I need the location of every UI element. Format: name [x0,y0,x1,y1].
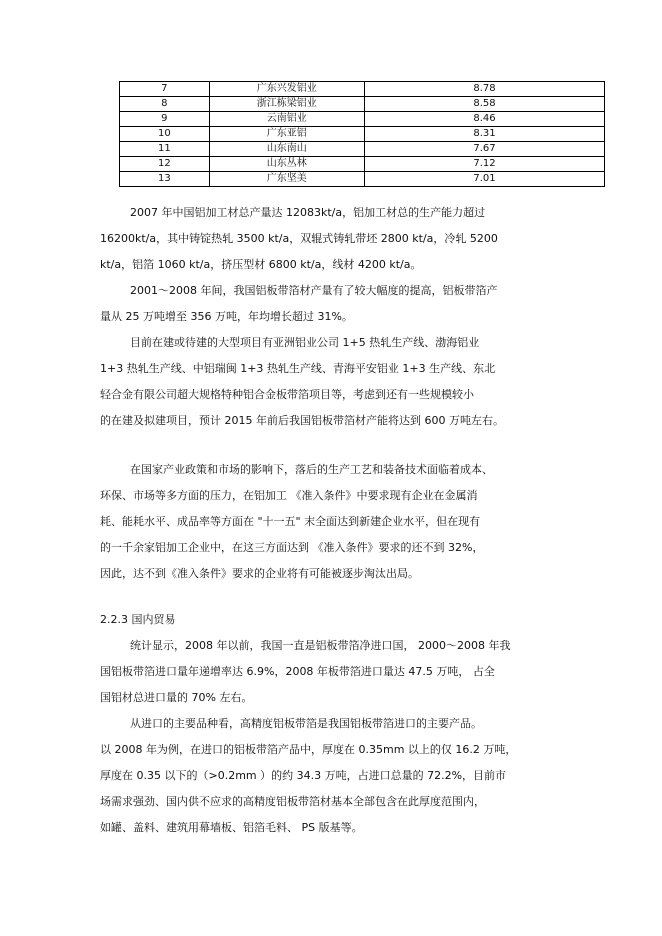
value-cell: 8.58 [364,97,604,112]
rank-cell: 13 [120,172,210,187]
value-cell: 8.31 [364,127,604,142]
paragraph-line: 1+3 热轧生产线、中铝瑞闽 1+3 热轧生产线、青海平安铝业 1+3 生产线、东北 [100,362,496,375]
paragraph-line: 从进口的主要品种看，高精度铝板带箔是我国铝板带箔进口的主要产品。 [130,717,482,730]
company-cell: 广东坚美 [209,172,364,187]
paragraph-line: 的在建及拟建项目，预计 2015 年前后我国铝板带箔材产能将达到 600 万吨左右。 [100,414,504,427]
table-row [120,97,605,112]
paragraph-line: 环保、市场等多方面的压力，在铝加工 《准入条件》中要求现有企业在金属消 [100,489,478,502]
table-row [120,82,605,97]
value-cell: 7.12 [364,157,604,172]
ranking-table [119,81,605,187]
value-cell: 7.01 [364,172,604,187]
rank-cell: 10 [120,127,210,142]
paragraph-line: 耗、能耗水平、成品率等方面在 "十一五" 末全面达到新建企业水平，但在现有 [100,515,481,528]
rank-cell: 12 [120,157,210,172]
paragraph-line: 国铝材总进口量的 70% 左右。 [100,691,253,704]
value-cell: 7.67 [364,142,604,157]
table-row [120,172,605,187]
paragraph-line: 在国家产业政策和市场的影响下，落后的生产工艺和装备技术面临着成本、 [130,463,493,476]
paragraph-line: 因此，达不到《准入条件》要求的企业将有可能被逐步淘汰出局。 [100,567,419,580]
paragraph-line: 国铝板带箔进口量年递增率达 6.9%，2008 年板带箔进口量达 47.5 万吨， 占全 [100,665,495,678]
company-cell: 山东丛林 [209,157,364,172]
table-row [120,127,605,142]
company-cell: 山东南山 [209,142,364,157]
paragraph-line: 目前在建或待建的大型项目有亚洲铝业公司 1+5 热轧生产线、渤海铝业 [130,336,480,349]
rank-cell: 9 [120,112,210,127]
company-cell: 云南铝业 [209,112,364,127]
paragraph-line: 场需求强劲、国内供不应求的高精度铝板带箔材基本全部包含在此厚度范围内， [100,795,485,808]
company-cell: 广东亚铝 [209,127,364,142]
company-cell: 广东兴发铝业 [209,82,364,97]
company-cell: 浙江栋梁铝业 [209,97,364,112]
paragraph-line: 16200kt/a，其中铸锭热轧 3500 kt/a，双辊式铸轧带坯 2800 kt/a，冷轧 5200 [100,232,498,245]
rank-cell: 11 [120,142,210,157]
value-cell: 8.78 [364,82,604,97]
table-row [120,112,605,127]
paragraph-line: 2001～2008 年间，我国铝板带箔材产量有了较大幅度的提高，铝板带箔产 [130,284,498,297]
paragraph-line: kt/a，铝箔 1060 kt/a，挤压型材 6800 kt/a，线材 4200 kt/a。 [100,258,422,271]
section-heading: 2.2.3 国内贸易 [100,613,176,626]
value-cell: 8.46 [364,112,604,127]
paragraph-line: 以 2008 年为例，在进口的铝板带箔产品中，厚度在 0.35mm 以上的仅 16.2 万吨， [100,743,517,756]
paragraph-line: 厚度在 0.35 以下的（>0.2mm ）的约 34.3 万吨，占进口总量的 72.2%，目前市 [100,769,507,782]
paragraph-line: 如罐、盖料、建筑用幕墙板、铝箔毛料、 PS 版基等。 [100,821,363,834]
paragraph-line: 量从 25 万吨增至 356 万吨，年均增长超过 31%。 [100,310,353,323]
table-row [120,157,605,172]
paragraph-line: 轻合金有限公司超大规格特种铝合金板带箔项目等，考虑到还有一些规模较小 [100,388,474,401]
rank-cell: 7 [120,82,210,97]
paragraph-line: 2007 年中国铝加工材总产量达 12083kt/a，铝加工材总的生产能力超过 [130,206,486,219]
paragraph-line: 统计显示，2008 年以前，我国一直是铝板带箔净进口国， 2000～2008 年我 [130,639,511,652]
table-row [120,142,605,157]
paragraph-line: 的一千余家铝加工企业中，在这三方面达到 《准入条件》要求的还不到 32%， [100,541,484,554]
rank-cell: 8 [120,97,210,112]
